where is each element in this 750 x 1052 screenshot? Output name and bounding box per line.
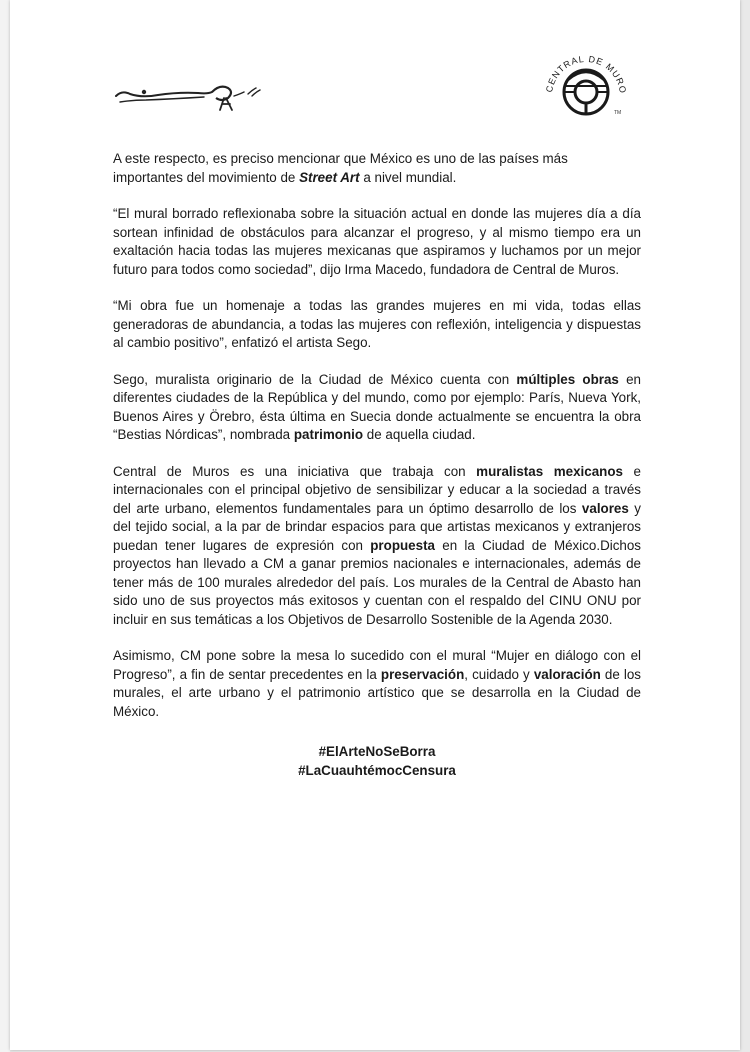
text-run: en la Ciudad de México.Dichos proyectos han llevado a CM a ganar premios nacionales e internacionales, además de tener más de 100 murales alrededor del país. Los murales de la Central de Abasto han sido uno de sus proyectos más exitosos y cuentan con el respaldo del CINU ONU por incluir en sus temáticas a los Objetivos de Desarrollo Sostenible de la Agenda 2030. — [113, 537, 642, 627]
central-de-muros-logo — [538, 36, 634, 132]
emphasis-text: valores — [581, 500, 629, 516]
paragraph-central-de-muros — [113, 463, 641, 630]
text-run: “Mi obra fue un homenaje a todas las grandes mujeres en mi vida, todas ellas generadoras de abundancia, a todas las mujeres con reflexión, inteligencia y dispuestas al cambio positivo”, enfatizó el artista Sego. — [113, 298, 641, 350]
text-run: e internacionales con el principal objetivo de sensibilizar y educar a la sociedad a través del arte urbano, elementos fundamentales para un óptimo desarrollo de los — [113, 463, 641, 516]
text-run: Asimismo, CM pone sobre la mesa lo sucedido con el mural “Mujer en diálogo con el Progreso”, a fin de sentar precedentes en la — [113, 648, 641, 682]
text-run: y del tejido social, a la par de brindar espacios para que artistas mexicanos y extranjeros puedan tener lugares de expresión con — [113, 500, 641, 553]
text-run: , cuidado y — [464, 666, 534, 682]
emphasis-text: Street Art — [299, 169, 360, 185]
document-body — [113, 150, 641, 739]
paragraph-irma-macedo-quote — [113, 205, 641, 279]
emphasis-text: propuesta — [370, 537, 435, 553]
text-run: “El mural borrado reflexionaba sobre la situación actual en donde las mujeres día a día sortean infinidad de obstáculos para alcanzar el progreso, y al mismo tiempo era un exaltación hacia todas las mujeres mexicanas que aspiramos y luchamos por un mejor futuro para todos como sociedad”, dijo Irma Macedo, fundadora de Central de Muros. — [113, 206, 641, 277]
emphasis-text: muralistas mexicanos — [476, 463, 623, 479]
text-run: a nivel mundial. — [359, 169, 457, 185]
text-run: de aquella ciudad. — [363, 427, 476, 442]
signature-drawing — [112, 80, 272, 116]
logo-text: CENTRAL DE MURO — [544, 53, 629, 95]
page-edge — [0, 0, 10, 1052]
emphasis-text: preservación — [380, 666, 465, 682]
emphasis-text: valoración — [533, 666, 601, 682]
hashtag-el-arte-no-se-borra: #ElArteNoSeBorra — [318, 744, 436, 759]
hashtags — [113, 742, 641, 780]
emphasis-text: múltiples obras — [516, 371, 619, 387]
emphasis-text: patrimonio — [293, 427, 364, 442]
trademark-mark: TM — [614, 110, 622, 116]
text-run: de los murales, el arte urbano y el patrimonio artístico que se desarrolla en la Ciudad de México. — [113, 666, 642, 719]
paragraph-street-art — [113, 150, 641, 187]
text-run: Sego, muralista originario de la Ciudad de México cuenta con — [113, 371, 517, 387]
paragraph-sego-quote — [113, 297, 641, 353]
hashtag-la-cuauhtemoc-censura: #LaCuauhtémocCensura — [298, 763, 456, 778]
text-run: en diferentes ciudades de la República y del mundo, como por ejemplo: París, Nueva York, Buenos Aires y Örebro, ésta última en Suecia donde actualmente se encuentra la obra “Bestias Nórdicas”, nombrada — [113, 371, 642, 442]
paragraph-sego-bio — [113, 371, 641, 445]
text-run: A este respecto, es preciso mencionar que México es uno de las países más importantes del movimiento de — [113, 151, 568, 185]
text-run: Central de Muros es una iniciativa que trabaja con — [113, 463, 477, 479]
paragraph-mural-dialogo — [113, 647, 641, 721]
